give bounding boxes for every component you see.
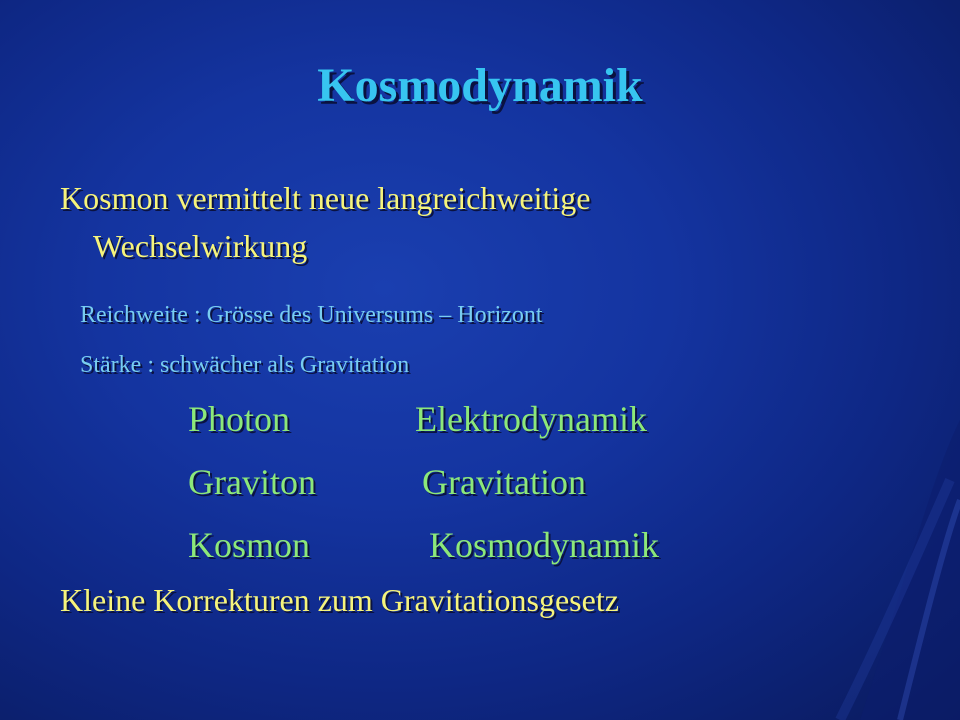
theory-kosmodynamik: Kosmodynamik <box>429 525 659 565</box>
strength-line: Stärke : schwächer als Gravitation <box>80 352 410 378</box>
conclusion-line: Kleine Korrekturen zum Gravitationsgesetz <box>60 582 619 618</box>
slide-title: Kosmodynamik <box>317 59 643 112</box>
particle-graviton: Graviton <box>188 462 316 502</box>
particle-photon: Photon <box>188 399 291 439</box>
theory-elektrodynamik: Elektrodynamik <box>415 399 647 439</box>
intro-line-1: Kosmon vermittelt neue langreichweitige <box>60 180 591 216</box>
theory-gravitation: Gravitation <box>422 462 586 502</box>
range-line: Reichweite : Grösse des Universums – Horizont <box>80 302 543 328</box>
intro-line-2: Wechselwirkung <box>93 228 308 264</box>
particle-kosmon: Kosmon <box>188 525 311 565</box>
